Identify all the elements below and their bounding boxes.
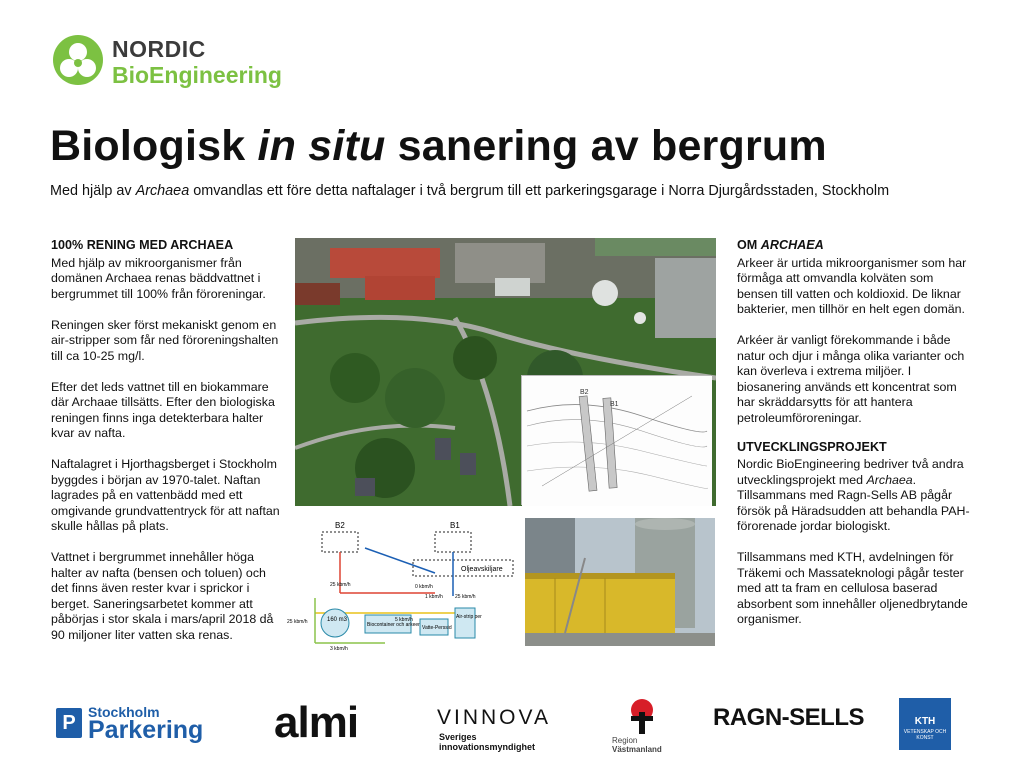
schema-label-b2: B2	[335, 521, 345, 530]
paragraph: Arkéer är vanligt förekommande i både natur och djur i många olika varianter och kan överleva i extrema miljöer. I biosanering används ett koncentrat som har skräddarsytts för att hantera petroleumföroreningar.	[737, 333, 965, 425]
logo-subtext: VETENSKAP OCH KONST	[903, 729, 947, 741]
paragraph: Nordic BioEngineering bedriver två andra utvecklingsprojekt med Archaea. Tillsammans med Ragn-Sells AB pågår försök på Häradsudden att behandla PAH-förorenade jordar biologiskt.	[737, 457, 970, 533]
paragraph: Naftalagret i Hjorthagsberget i Stockholm byggdes i början av 1970-talet. Naftan lagrades på en vattenbädd med ett omgivande grundvattentryck för att naftan skulle hållas på plats.	[51, 457, 280, 533]
logo-text: Parkering	[88, 716, 204, 744]
site-photo	[525, 518, 715, 646]
flow-label: 1 kbm/h	[425, 594, 443, 600]
flow-label: 3 kbm/h	[330, 646, 348, 652]
logo-text: VINNOVA	[437, 706, 551, 729]
logo-text-nordic: NORDIC	[112, 36, 206, 62]
paragraph: Med hjälp av mikroorganismer från domänen Archaea renas bäddvattnet i bergrummet till 100% från föroreningar.	[51, 255, 266, 301]
region-emblem-icon	[622, 698, 662, 734]
schema-tank-label: 160 m3	[327, 617, 348, 623]
parking-p-icon: P	[56, 708, 82, 738]
partner-logos	[0, 690, 1024, 755]
section-heading-om-archaea: OM ARCHAEA	[737, 238, 824, 252]
schema-label-separator: Oljeavskiljare	[461, 566, 503, 573]
process-schematic	[285, 518, 517, 653]
logo-subtext: Sveriges innovationsmyndighet	[439, 732, 536, 752]
schema-label-b1: B1	[450, 521, 460, 530]
flow-label: 25 kbm/h	[455, 594, 476, 600]
triquetra-leaf-icon	[50, 32, 106, 88]
site-photo-graphic	[525, 518, 715, 646]
logo-text: Stockholm	[88, 704, 160, 720]
section-heading-utvecklingsprojekt: UTVECKLINGSPROJEKT	[737, 439, 887, 454]
nordic-bioengineering-logo	[50, 32, 320, 90]
flow-label: 25 kbm/h	[330, 582, 351, 588]
ragn-sells-logo: RAGN-SELLS	[713, 704, 864, 731]
page-subtitle: Med hjälp av Archaea omvandlas ett före detta naftalager i två bergrum till ett parkeringsgarage i Norra Djurgårdsstaden, Stockholm	[50, 183, 890, 199]
site-plan-drawing	[521, 375, 711, 505]
page-title: Biologisk in situ sanering av bergrum	[50, 122, 827, 170]
logo-text: KTH	[914, 716, 936, 727]
flow-label: 25 kbm/h	[287, 619, 308, 625]
flow-label: 5 kbm/h	[395, 617, 413, 623]
kth-logo	[899, 698, 951, 750]
left-column	[51, 238, 283, 659]
logo-text-bioengineering: BioEngineering	[112, 62, 282, 88]
section-heading-rening: 100% RENING MED ARCHAEA	[51, 238, 234, 252]
flow-label: 0 kbm/h	[415, 584, 433, 590]
stockholm-parkering-logo	[56, 704, 216, 746]
plan-label-b1: B1	[610, 401, 619, 408]
schema-vatten-label: Vatte-Perssid	[422, 625, 452, 631]
vinnova-logo	[437, 706, 572, 752]
logo-text: Region Västmanland	[612, 736, 662, 754]
schema-bio-label: Biocontainer och arkeer	[367, 622, 420, 628]
region-vastmanland-logo	[610, 698, 665, 753]
paragraph: Vattnet i bergrummet innehåller höga halter av nafta (bensen och toluen) och det finns även rester kvar i sprickor i berget. Saneringsarbetet kommer att påbörjas i stor skala i mars/april 2018 då 90 miljoner liter vatten ska renas.	[51, 550, 274, 642]
right-column	[737, 238, 977, 643]
paragraph: Tillsammans med KTH, avdelningen för Träkemi och Massateknologi pågår tester med att ta fram en cellulosa baserad absorbent som innehåller oljenedbrytande organismer.	[737, 550, 968, 626]
schema-stripper-label: Air-strip per	[456, 614, 482, 620]
almi-logo: almi	[274, 698, 359, 747]
site-plan-graphic	[522, 376, 712, 506]
paragraph: Arkeer är urtida mikroorganismer som har förmåga att omvandla kolväten som bensen till vatten och koldioxid. De liknar bakterier, men tillhör en helt egen domän.	[737, 255, 967, 316]
paragraph: Efter det leds vattnet till en biokammare där Archaae tillsätts. Efter den biologiska reningen finns inga detekterbara halter kvar av nafta.	[51, 379, 275, 440]
plan-label-b2: B2	[580, 389, 589, 396]
process-schematic-graphic	[285, 518, 517, 653]
paragraph: Reningen sker först mekaniskt genom en air-stripper som får ned föroreningshalten till ca 10-25 mg/l.	[51, 317, 279, 363]
